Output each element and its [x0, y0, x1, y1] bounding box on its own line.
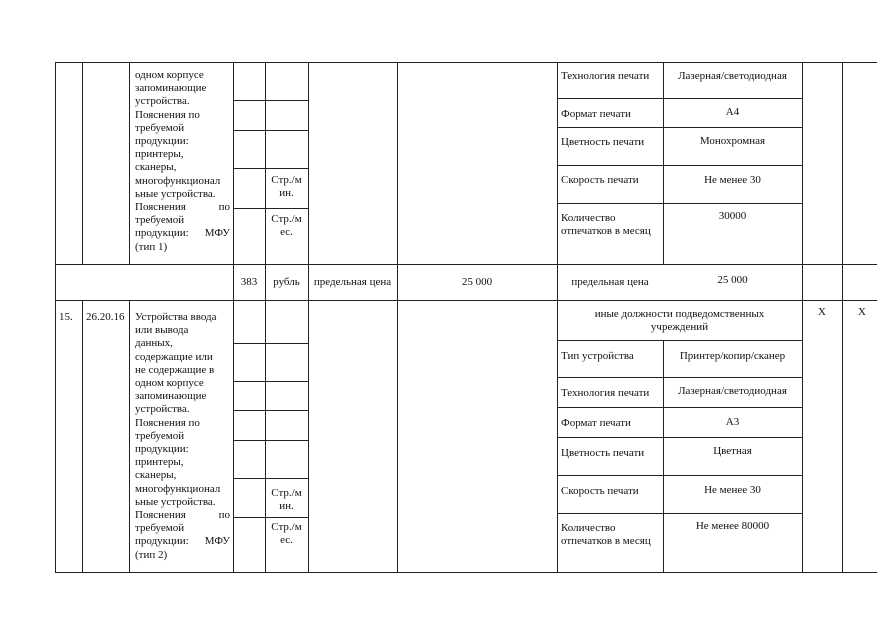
characteristic-name: Формат печати: [561, 108, 631, 120]
cell-divider: [557, 377, 802, 378]
column-border: [55, 62, 56, 573]
description-line: содержащие или: [135, 350, 213, 363]
column-border: [233, 62, 234, 573]
cell-divider: [233, 381, 308, 382]
price-unit: рубль: [273, 276, 300, 288]
description-line: Устройства ввода: [135, 311, 217, 323]
description-line: запоминающие: [135, 390, 207, 403]
characteristic-value: Лазерная/светодиодная: [678, 385, 787, 397]
price-value: 25 000: [461, 276, 493, 288]
column-border: [129, 62, 130, 264]
description-line: Пояснения по: [135, 201, 230, 214]
characteristic-name: Формат печати: [561, 417, 631, 429]
cell-divider: [233, 478, 308, 479]
cell-divider: [557, 127, 802, 128]
cell-divider: [557, 513, 802, 514]
cell-divider: [233, 130, 308, 131]
characteristic-name: Количество отпечатков в месяц: [561, 212, 651, 238]
row-number: 15.: [59, 311, 73, 323]
cell-divider: [233, 440, 308, 441]
characteristic-name: Тип устройства: [561, 350, 634, 362]
cell-divider: [557, 98, 802, 99]
description-line: одном корпусе: [135, 377, 204, 390]
description-line: устройства.: [135, 403, 190, 416]
table-bottom-border: [55, 572, 877, 573]
characteristic-name: Количество отпечатков в месяц: [561, 522, 651, 548]
unit-label: Стр./м ес.: [271, 213, 302, 239]
characteristic-value: Лазерная/светодиодная: [678, 70, 787, 82]
description-line: не содержащие в: [135, 363, 215, 376]
x-mark: X: [818, 306, 826, 318]
description-line: данных,: [135, 337, 173, 350]
cell-divider: [557, 407, 802, 408]
table-top-border: [55, 62, 877, 63]
description-line: продукции: МФУ: [135, 227, 230, 240]
cell-divider: [233, 410, 308, 411]
characteristic-value: Цветная: [713, 445, 752, 457]
description-line: многофункционал: [135, 482, 221, 495]
column-border: [129, 300, 130, 573]
description-line: одном корпусе: [135, 69, 204, 81]
cell-divider: [557, 475, 802, 476]
cell-divider: [557, 203, 802, 204]
description-line: требуемой: [135, 121, 185, 134]
description-line: требуемой: [135, 522, 185, 535]
unit-label: Стр./м ин.: [271, 487, 302, 513]
column-border: [82, 300, 83, 573]
x-mark: X: [858, 306, 866, 318]
cell-divider: [557, 437, 802, 438]
characteristic-name: Цветность печати: [561, 136, 645, 148]
description-line: принтеры,: [135, 148, 184, 161]
price-label: предельная цена: [313, 276, 392, 288]
description-line: продукции:: [135, 135, 189, 148]
characteristic-name: Технология печати: [561, 70, 650, 82]
description-line: устройства.: [135, 95, 190, 108]
price-value-secondary: 25 000: [717, 274, 748, 286]
description-line: (тип 2): [135, 548, 168, 561]
description-line: запоминающие: [135, 82, 207, 95]
price-row-top-border: [55, 264, 877, 265]
unit-label: Стр./м ин.: [271, 174, 302, 200]
cell-divider: [233, 168, 308, 169]
description-line: (тип 1): [135, 240, 168, 253]
characteristic-value: Не менее 30: [704, 484, 761, 496]
price-label-secondary: предельная цена: [571, 276, 649, 288]
description-line: Пояснения по: [135, 108, 200, 121]
unit-label: Стр./м ес.: [271, 521, 302, 547]
column-border: [663, 62, 664, 264]
cell-divider: [233, 343, 308, 344]
characteristic-value: 30000: [718, 210, 747, 222]
description-line: ьные устройства.: [135, 495, 216, 508]
description-line: Пояснения по: [135, 509, 230, 522]
position-header: иные должности подведомственных учреждений: [594, 308, 765, 334]
price-row-bottom-border: [55, 300, 877, 301]
cell-divider: [233, 517, 308, 518]
cell-divider: [233, 208, 308, 209]
cell-divider: [557, 340, 802, 341]
characteristic-value: Монохромная: [699, 135, 766, 147]
description-line: принтеры,: [135, 456, 184, 469]
price-code: 383: [240, 276, 258, 288]
description-line: Пояснения по: [135, 416, 200, 429]
description-line: ьные устройства.: [135, 187, 216, 200]
cell-divider: [557, 165, 802, 166]
row-15-description: [135, 311, 230, 562]
description-line: многофункционал: [135, 174, 221, 187]
column-border: [82, 62, 83, 264]
row-14-description: [135, 69, 230, 254]
description-line: требуемой: [135, 214, 185, 227]
okpd-code: 26.20.16: [86, 311, 125, 323]
characteristic-name: Цветность печати: [561, 447, 645, 459]
description-line: продукции: МФУ: [135, 535, 230, 548]
characteristic-name: Скорость печати: [561, 485, 639, 497]
description-line: сканеры,: [135, 469, 177, 482]
description-line: продукции:: [135, 443, 189, 456]
description-line: требуемой: [135, 429, 185, 442]
characteristic-value: А3: [725, 416, 740, 428]
characteristic-value: Не менее 30: [704, 174, 761, 186]
characteristic-name: Технология печати: [561, 387, 650, 399]
description-line: сканеры,: [135, 161, 177, 174]
characteristic-value: А4: [725, 106, 740, 118]
characteristic-value: Не менее 80000: [695, 520, 770, 532]
cell-divider: [233, 100, 308, 101]
description-line: или вывода: [135, 324, 189, 337]
column-border: [397, 62, 398, 573]
characteristic-name: Скорость печати: [561, 174, 639, 186]
column-border: [308, 62, 309, 573]
characteristic-value: Принтер/копир/сканер: [679, 350, 786, 362]
